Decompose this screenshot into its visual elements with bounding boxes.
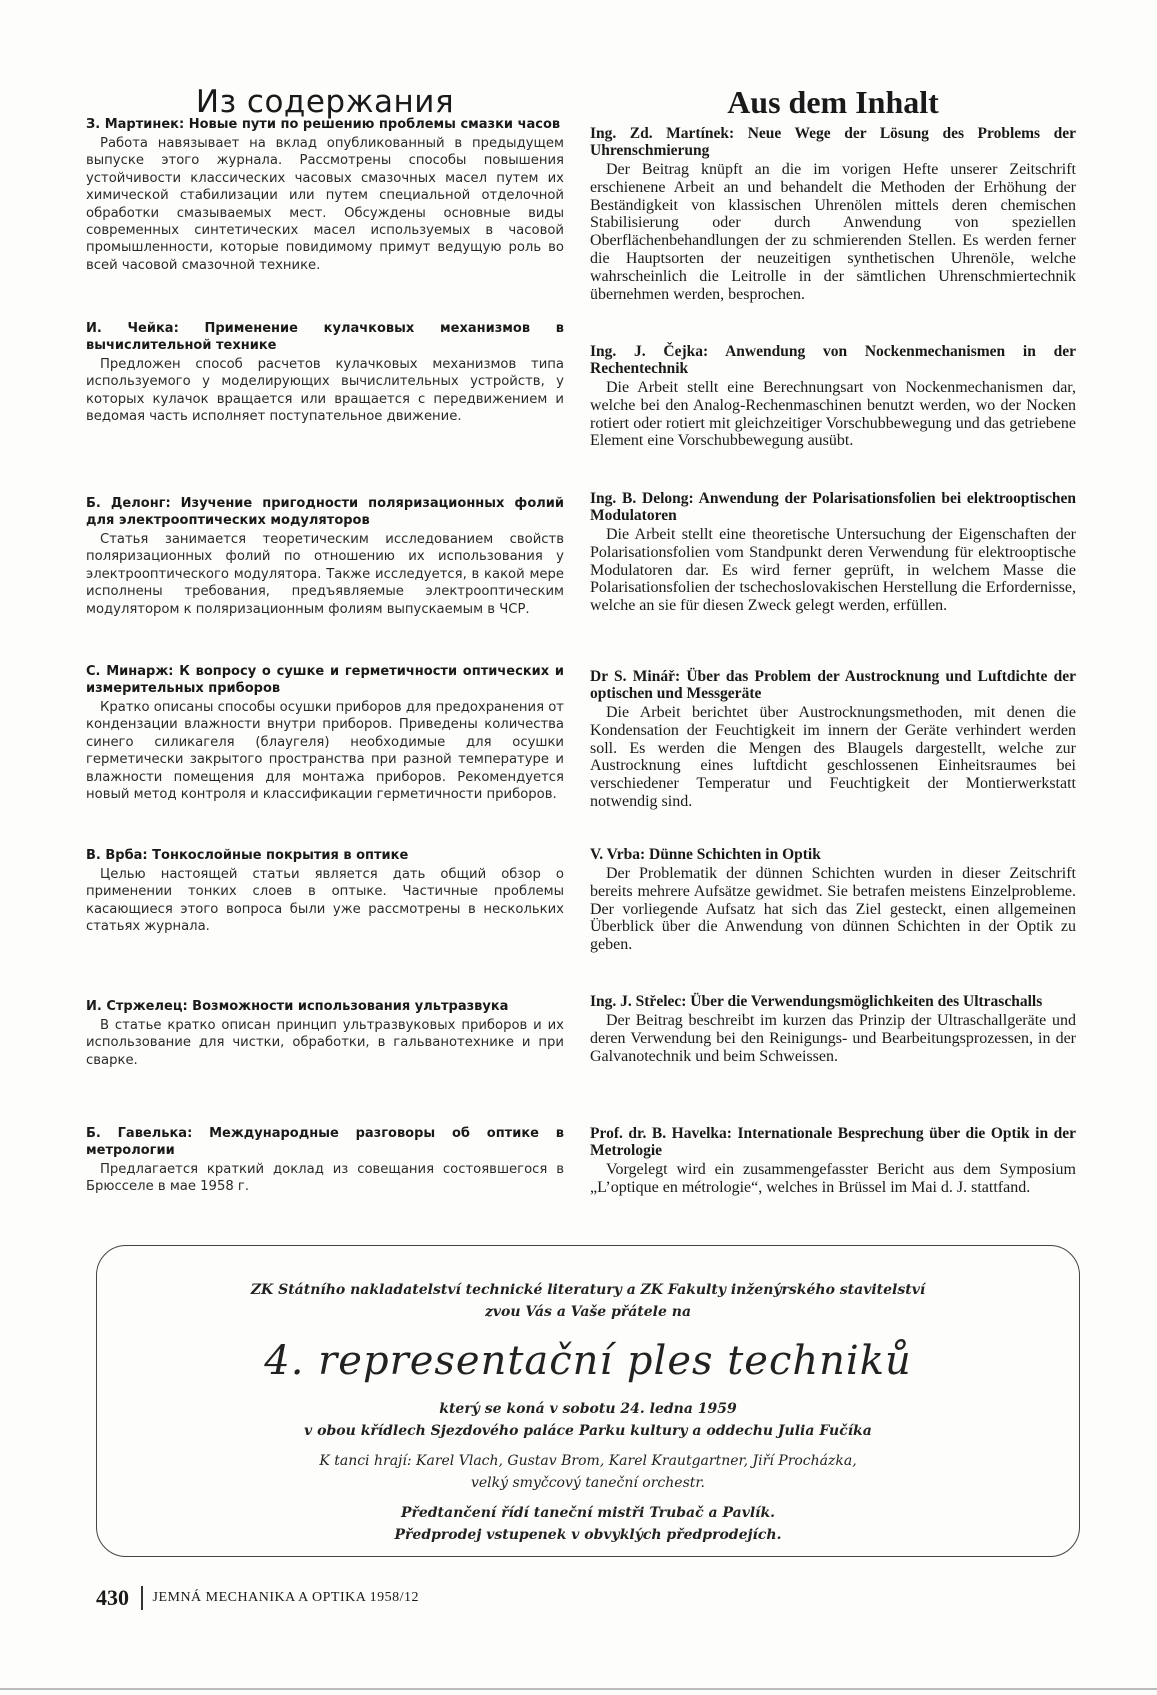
de-article-text: Der Problematik der dünnen Schichten wurden in dieser Zeitschrift bereits mehrere Aufsätze gewidmet. Sie betrafen meistens Einzelprobleme. Der vorliegende Aufsatz hat sich das Ziel gesteckt, einen allgemeinen Überblick über die Anwendung von dünnen Schichten in der Optik zu geben. xyxy=(590,865,1076,954)
de-article-title: Ing. Zd. Martínek: Neue Wege der Lösung des Problems der Uhrenschmierung xyxy=(590,125,1076,159)
russian-column xyxy=(86,80,564,1195)
de-article-4 xyxy=(590,668,1076,811)
ru-article-4 xyxy=(86,663,564,803)
ru-article-text: Работа навязывает на вклад опубликованный в предыдущем выпуске этого журнала. Рассмотрены способы повышения устойчивости классических часовых смазочных масел путем их химической стабилизации или путем специальной отделочной обработки смазываемых мест. Обсуждены основные виды современных синтетических масел используемых в часовой промышленности, которые повидимому примут ведущую роль во всей часовой смазочной технике. xyxy=(86,136,564,273)
german-heading: Aus dem Inhalt xyxy=(727,84,939,120)
russian-heading: Из содержания xyxy=(195,84,455,120)
ru-article-title: З. Мартинек: Новые пути по решению проблемы смазки часов xyxy=(86,117,561,132)
ru-article-title: Б. Гавелька: Международные разговоры об оптике в метрологии xyxy=(86,1126,564,1158)
de-article-2 xyxy=(590,343,1076,450)
de-article-5 xyxy=(590,846,1076,954)
de-article-text: Die Arbeit stellt eine Berechnungsart von Nockenmechanismen dar, welche bei den Analog-Rechenmaschinen benutzt werden, wo der Nocken rotiert oder rotiert mit gleichzeitiger Vorschubbewegung und das getriebene Element eine Vorschubbewegung ausübt. xyxy=(590,379,1076,450)
de-article-3 xyxy=(590,490,1076,615)
page-footer xyxy=(96,1586,419,1610)
de-article-text: Der Beitrag beschreibt im kurzen das Prinzip der Ultraschallgeräte und deren Verwendung bei den Reinigungs- und Bearbeitungsprozessen, in der Galvanotechnik und beim Schweissen. xyxy=(590,1012,1076,1065)
ru-article-3 xyxy=(86,495,564,618)
ad-dance-masters: Předtančení řídí taneční mistři Trubač a Pavlík. xyxy=(400,1505,776,1521)
de-article-text: Der Beitrag knüpft an die im vorigen Hefte unserer Zeitschrift erschienene Arbeit an und behandelt die Methoden der Erhöhung der Beständigkeit von klassischen Uhrenölen mittels deren chemischen Stabilisierung oder durch Anwendung von speziellen Oberflächenbehandlungen der zu schmierenden Stellen. Es werden ferner die Hauptsorten der neuzeitigen synthetischen Uhrenöle, welche wahrscheinlich die Leitrolle in der sämtlichen Uhrenschmiertechnik übernehmen werden, besprochen. xyxy=(590,161,1076,303)
ad-orchestra: velký smyčcový taneční orchestr. xyxy=(470,1475,705,1491)
ru-article-title: С. Минарж: К вопросу о сушке и герметичности оптических и измерительных приборов xyxy=(86,664,564,696)
ru-article-2 xyxy=(86,320,564,426)
ru-article-text: Предложен способ расчетов кулачковых механизмов типа используемого у моделирующих вычислительных устройств, у которых кулачок вращается или вращается с передвижением и ведомая часть исполняет поступательное движение. xyxy=(86,357,564,425)
ru-article-5 xyxy=(86,847,564,936)
de-article-text: Die Arbeit berichtet über Austrocknungsmethoden, mit denen die Kondensation der Feuchtigkeit im innern der Geräte verhindert werden soll. Es werden die Mengen des Blaugels dargestellt, welche zur Austrocknung eines luftdicht geschlossenen Einheitsraumes bei verschiedener Temperatur und Feuchtigkeit der Montierwerkstatt notwendig sind. xyxy=(590,704,1076,810)
de-article-title: Ing. B. Delong: Anwendung der Polarisationsfolien bei elektrooptischen Modulatoren xyxy=(590,490,1076,524)
ru-article-text: Целью настоящей статьи является дать общий обзор о применении тонких слоев в оптыке. Частичные проблемы касающиеся этого вопроса были уже рассмотрены в нескольких статьях журнала. xyxy=(86,867,564,935)
ad-organizers: ZK Státního nakladatelství technické literatury a ZK Fakulty inženýrského stavitelství xyxy=(250,1282,926,1298)
ad-presale: Předprodej vstupenek v obvyklých předprodejích. xyxy=(394,1527,782,1543)
de-article-6 xyxy=(590,993,1076,1065)
ru-article-title: Б. Делонг: Изучение пригодности поляризационных фолий для электрооптических модуляторов xyxy=(86,496,564,528)
de-article-title: Dr S. Minář: Über das Problem der Austrocknung und Luftdichte der optischen und Messgeräte xyxy=(590,668,1076,702)
ad-title: 4. representační ples techniků xyxy=(264,1338,912,1384)
footer-divider xyxy=(141,1586,143,1610)
ad-invitation: zvou Vás a Vaše přátele na xyxy=(484,1304,692,1320)
ad-venue: v obou křídlech Sjezdového paláce Parku kultury a oddechu Julia Fučíka xyxy=(304,1423,872,1439)
ad-date: který se koná v sobotu 24. ledna 1959 xyxy=(439,1401,737,1417)
de-article-text: Die Arbeit stellt eine theoretische Untersuchung der Eigenschaften der Polarisationsfolien vom Standpunkt deren Verwendung für elektrooptische Modulatoren dar. Es wird ferner geprüft, in welchem Masse die Polarisationsfolien der tschechoslovakischen Herstellung die Erfordernisse, welche an sie für diesen Zweck gelegt werden, erfüllen. xyxy=(590,526,1076,615)
journal-name: JEMNÁ MECHANIKA A OPTIKA 1958/12 xyxy=(152,1590,419,1605)
de-article-title: V. Vrba: Dünne Schichten in Optik xyxy=(590,846,821,863)
bottom-edge-line xyxy=(0,1688,1157,1690)
ru-article-title: И. Чейка: Применение кулачковых механизмов в вычислительной технике xyxy=(86,321,564,353)
de-article-1 xyxy=(590,125,1076,303)
de-article-title: Ing. J. Střelec: Über die Verwendungsmöglichkeiten des Ultraschalls xyxy=(590,993,1043,1010)
ru-article-text: В статье кратко описан принцип ультразвуковых приборов и их использование для чистки, обработки, в гальванотехнике и при сварке. xyxy=(86,1018,564,1068)
page-number: 430 xyxy=(96,1585,129,1610)
ru-article-6 xyxy=(86,998,564,1069)
ru-article-7 xyxy=(86,1125,564,1196)
ru-article-1 xyxy=(86,116,564,274)
ru-article-text: Кратко описаны способы осушки приборов для предохранения от кондензации влажности внутри приборов. Приведены количества синего силикагеля (блаугеля) необходимые для осушки герметически закрытого пространства при разной температуре и влажности помещения для монтажа приборов. Рекомендуется новый метод контроля и классификации герметичности приборов. xyxy=(86,700,564,803)
ru-article-title: В. Врба: Тонкослойные покрытия в оптике xyxy=(86,848,409,863)
de-article-text: Vorgelegt wird ein zusammengefasster Bericht aus dem Symposium „L’optique en métrologie“, welches in Brüssel im Mai d. J. stattfand. xyxy=(590,1161,1076,1196)
german-column xyxy=(590,80,1076,1196)
ru-article-text: Статья занимается теоретическим исследованием свойств поляризационных фолий по отношению их использования у электрооптического модулятора. Также исследуется, в какой мере исполнены требования, предъявляемые электрооптическим модулятором к поляризационным фолиям выпускаемым в ЧСР. xyxy=(86,532,564,617)
ru-article-text: Предлагается краткий доклад из совещания состоявшегося в Брюсселе в мае 1958 г. xyxy=(86,1162,564,1195)
de-article-title: Prof. dr. B. Havelka: Internationale Besprechung über die Optik in der Metrologie xyxy=(590,1125,1076,1159)
ad-bands: K tanci hrají: Karel Vlach, Gustav Brom, Karel Krautgartner, Jiří Procházka, xyxy=(319,1453,857,1469)
de-article-7 xyxy=(590,1125,1076,1197)
ball-invitation-box xyxy=(96,1245,1080,1557)
de-article-title: Ing. J. Čejka: Anwendung von Nockenmechanismen in der Rechentechnik xyxy=(590,343,1076,377)
ru-article-title: И. Стржелец: Возможности использования ультразвука xyxy=(86,999,509,1014)
